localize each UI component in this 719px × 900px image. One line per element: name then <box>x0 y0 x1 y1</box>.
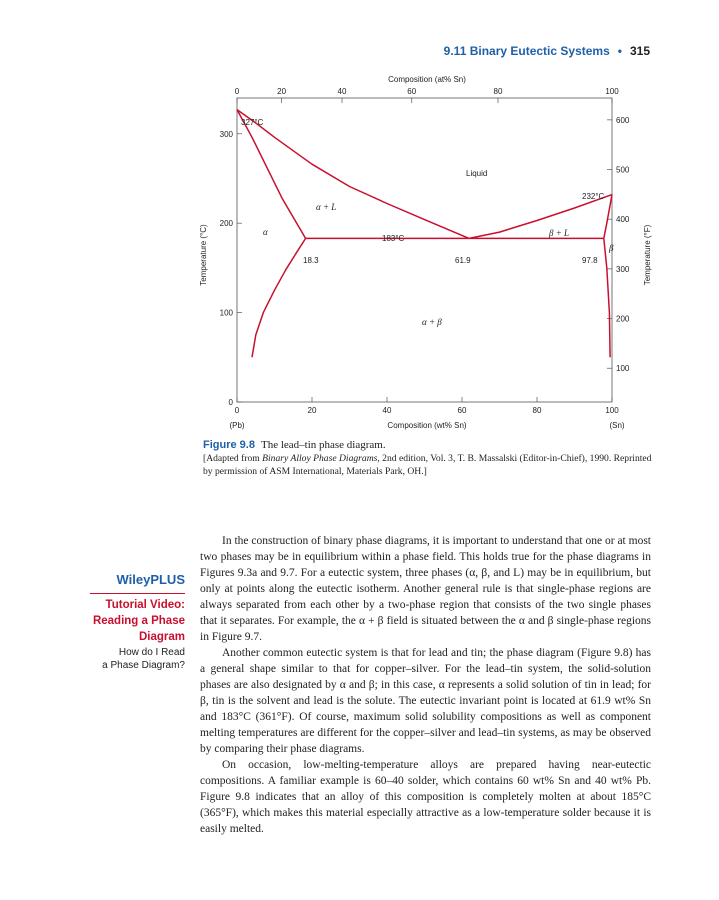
bottom-tick-label-80: 80 <box>532 406 542 415</box>
right-tick-label-200: 200 <box>616 314 630 324</box>
credit-title: Binary Alloy Phase Diagrams, <box>262 453 380 464</box>
left-tick-label-0: 0 <box>228 398 233 407</box>
figure-label: Figure 9.8 <box>203 439 255 451</box>
y2-axis-title: Temperature (°F) <box>643 224 652 286</box>
left-end-label: (Pb) <box>229 421 245 430</box>
curve-solidus-pb <box>237 110 306 239</box>
section-title: 9.11 Binary Eutectic Systems <box>443 44 610 58</box>
beta-label: β <box>609 243 614 253</box>
left-tick-label-100: 100 <box>219 308 233 318</box>
paragraph-1: In the construction of binary phase diagrams, it is important to understand that one or at most two phases may be in equilibrium within a phase field. This holds true for the phase diagrams in Figures 9.3a and 9.7. For a eutectic system, three phases (α, β, and L) may be in equilibrium, but only at points along the eutectic isotherm. Another general rule is that single-phase regions are always separated from each other by a two-phase region that consists of the two single phases that it separates. For example, the α + β field is situated between the α and β single-phase regions in Figure 9.7. <box>200 535 651 643</box>
alpha-label: α <box>263 227 268 237</box>
beta-plus-l-label: β + L <box>549 228 570 238</box>
plot-frame <box>237 98 612 402</box>
tutorial-video-line3: Diagram <box>138 631 185 643</box>
bottom-tick-label-0: 0 <box>234 406 240 415</box>
paragraph-3: On occasion, low-melting-temperature alloys are prepared having near-eutectic compositions. A familiar example is 60–40 solder, which contains 60 wt% Sn and 40 wt% Pb. Figure 9.8 indicates that an alloy of this composition is completely molten at about 185°C (365°F), which makes this material especially attractive as a low-temperature solder because it is easily melted. <box>200 759 651 835</box>
top-tick-label-0: 0 <box>234 87 240 96</box>
comp-alpha-label: 18.3 <box>303 256 319 265</box>
right-tick-label-300: 300 <box>616 264 630 274</box>
right-end-label: (Sn) <box>609 421 625 430</box>
curve-solvus-pb <box>252 238 306 357</box>
top-axis-title: Composition (at% Sn) <box>388 75 466 84</box>
bottom-tick-label-40: 40 <box>382 406 392 415</box>
axis-ticks <box>220 87 630 415</box>
figure-caption-text: The lead–tin phase diagram. <box>260 439 386 451</box>
bottom-tick-label-20: 20 <box>307 406 317 415</box>
plot-border <box>237 98 612 402</box>
tutorial-video-line1: Tutorial Video: <box>105 599 185 611</box>
left-tick-label-200: 200 <box>219 219 233 229</box>
sidebar-divider <box>90 593 185 594</box>
bottom-tick-label-100: 100 <box>605 406 619 415</box>
body-text <box>200 533 651 837</box>
wileyplus-brand[interactable]: WileyPLUS <box>116 572 185 587</box>
alpha-plus-l-label: α + L <box>316 202 337 212</box>
comp-eutectic-label: 61.9 <box>455 256 471 265</box>
how-to-read-line2: a Phase Diagram? <box>102 660 185 671</box>
curve-solvus-sn <box>604 238 610 357</box>
top-tick-label-80: 80 <box>493 87 503 96</box>
figure-credit <box>203 452 658 478</box>
figure-caption <box>203 439 658 478</box>
top-tick-label-40: 40 <box>337 87 347 96</box>
paragraph-2: Another common eutectic system is that for lead and tin; the phase diagram (Figure 9.8) has a general shape similar to that for copper–silver. For the lead–tin system, the solid-solution phases are also designated by α and β; in this case, α represents a solid solution of tin in lead; for β, tin is the solvent and lead is the solute. The eutectic invariant point is located at 61.9 wt% Sn and 183°C (361°F). Of course, maximum solid solubility compositions as well as component melting temperatures are different for the copper–silver and lead–tin systems, as may be observed by comparing their phase diagrams. <box>200 647 651 755</box>
top-tick-label-60: 60 <box>407 87 417 96</box>
top-tick-label-20: 20 <box>277 87 287 96</box>
right-tick-label-500: 500 <box>616 165 630 175</box>
top-tick-label-100: 100 <box>605 87 619 96</box>
phase-diagram <box>0 0 719 440</box>
how-to-read-line1: How do I Read <box>118 647 185 658</box>
comp-beta-label: 97.8 <box>582 256 598 265</box>
bottom-tick-label-60: 60 <box>457 406 467 415</box>
header-separator: • <box>617 44 622 58</box>
page-number: 315 <box>629 44 650 58</box>
right-tick-label-400: 400 <box>616 215 630 225</box>
eutectic-temp-label: 183°C <box>382 234 405 243</box>
y-axis-title: Temperature (°C) <box>199 224 208 286</box>
curve-solidus-sn <box>604 195 612 239</box>
right-tick-label-100: 100 <box>616 364 630 374</box>
melting-pb-label: 327°C <box>241 118 264 127</box>
right-tick-label-600: 600 <box>616 115 630 125</box>
alpha-plus-beta-label: α + β <box>422 317 442 327</box>
curve-liquidus-pb <box>237 110 469 239</box>
credit-rest: 2nd edition, Vol. 3, T. B. Massalski (Editor-in-Chief), 1990. Reprinted by permission of ASM International, Materials Park, OH.] <box>203 453 652 477</box>
liquid-label: Liquid <box>466 169 488 178</box>
curve-liquidus-sn <box>469 195 612 239</box>
melting-sn-label: 232°C <box>582 192 605 201</box>
diagram-labels <box>199 75 652 430</box>
credit-prefix: [Adapted from <box>203 453 263 464</box>
bottom-axis-title: Composition (wt% Sn) <box>387 421 467 430</box>
tutorial-video-line2: Reading a Phase <box>92 615 185 627</box>
tutorial-video-link[interactable] <box>90 597 185 645</box>
how-to-read-link[interactable] <box>90 646 185 672</box>
left-tick-label-300: 300 <box>219 129 233 139</box>
